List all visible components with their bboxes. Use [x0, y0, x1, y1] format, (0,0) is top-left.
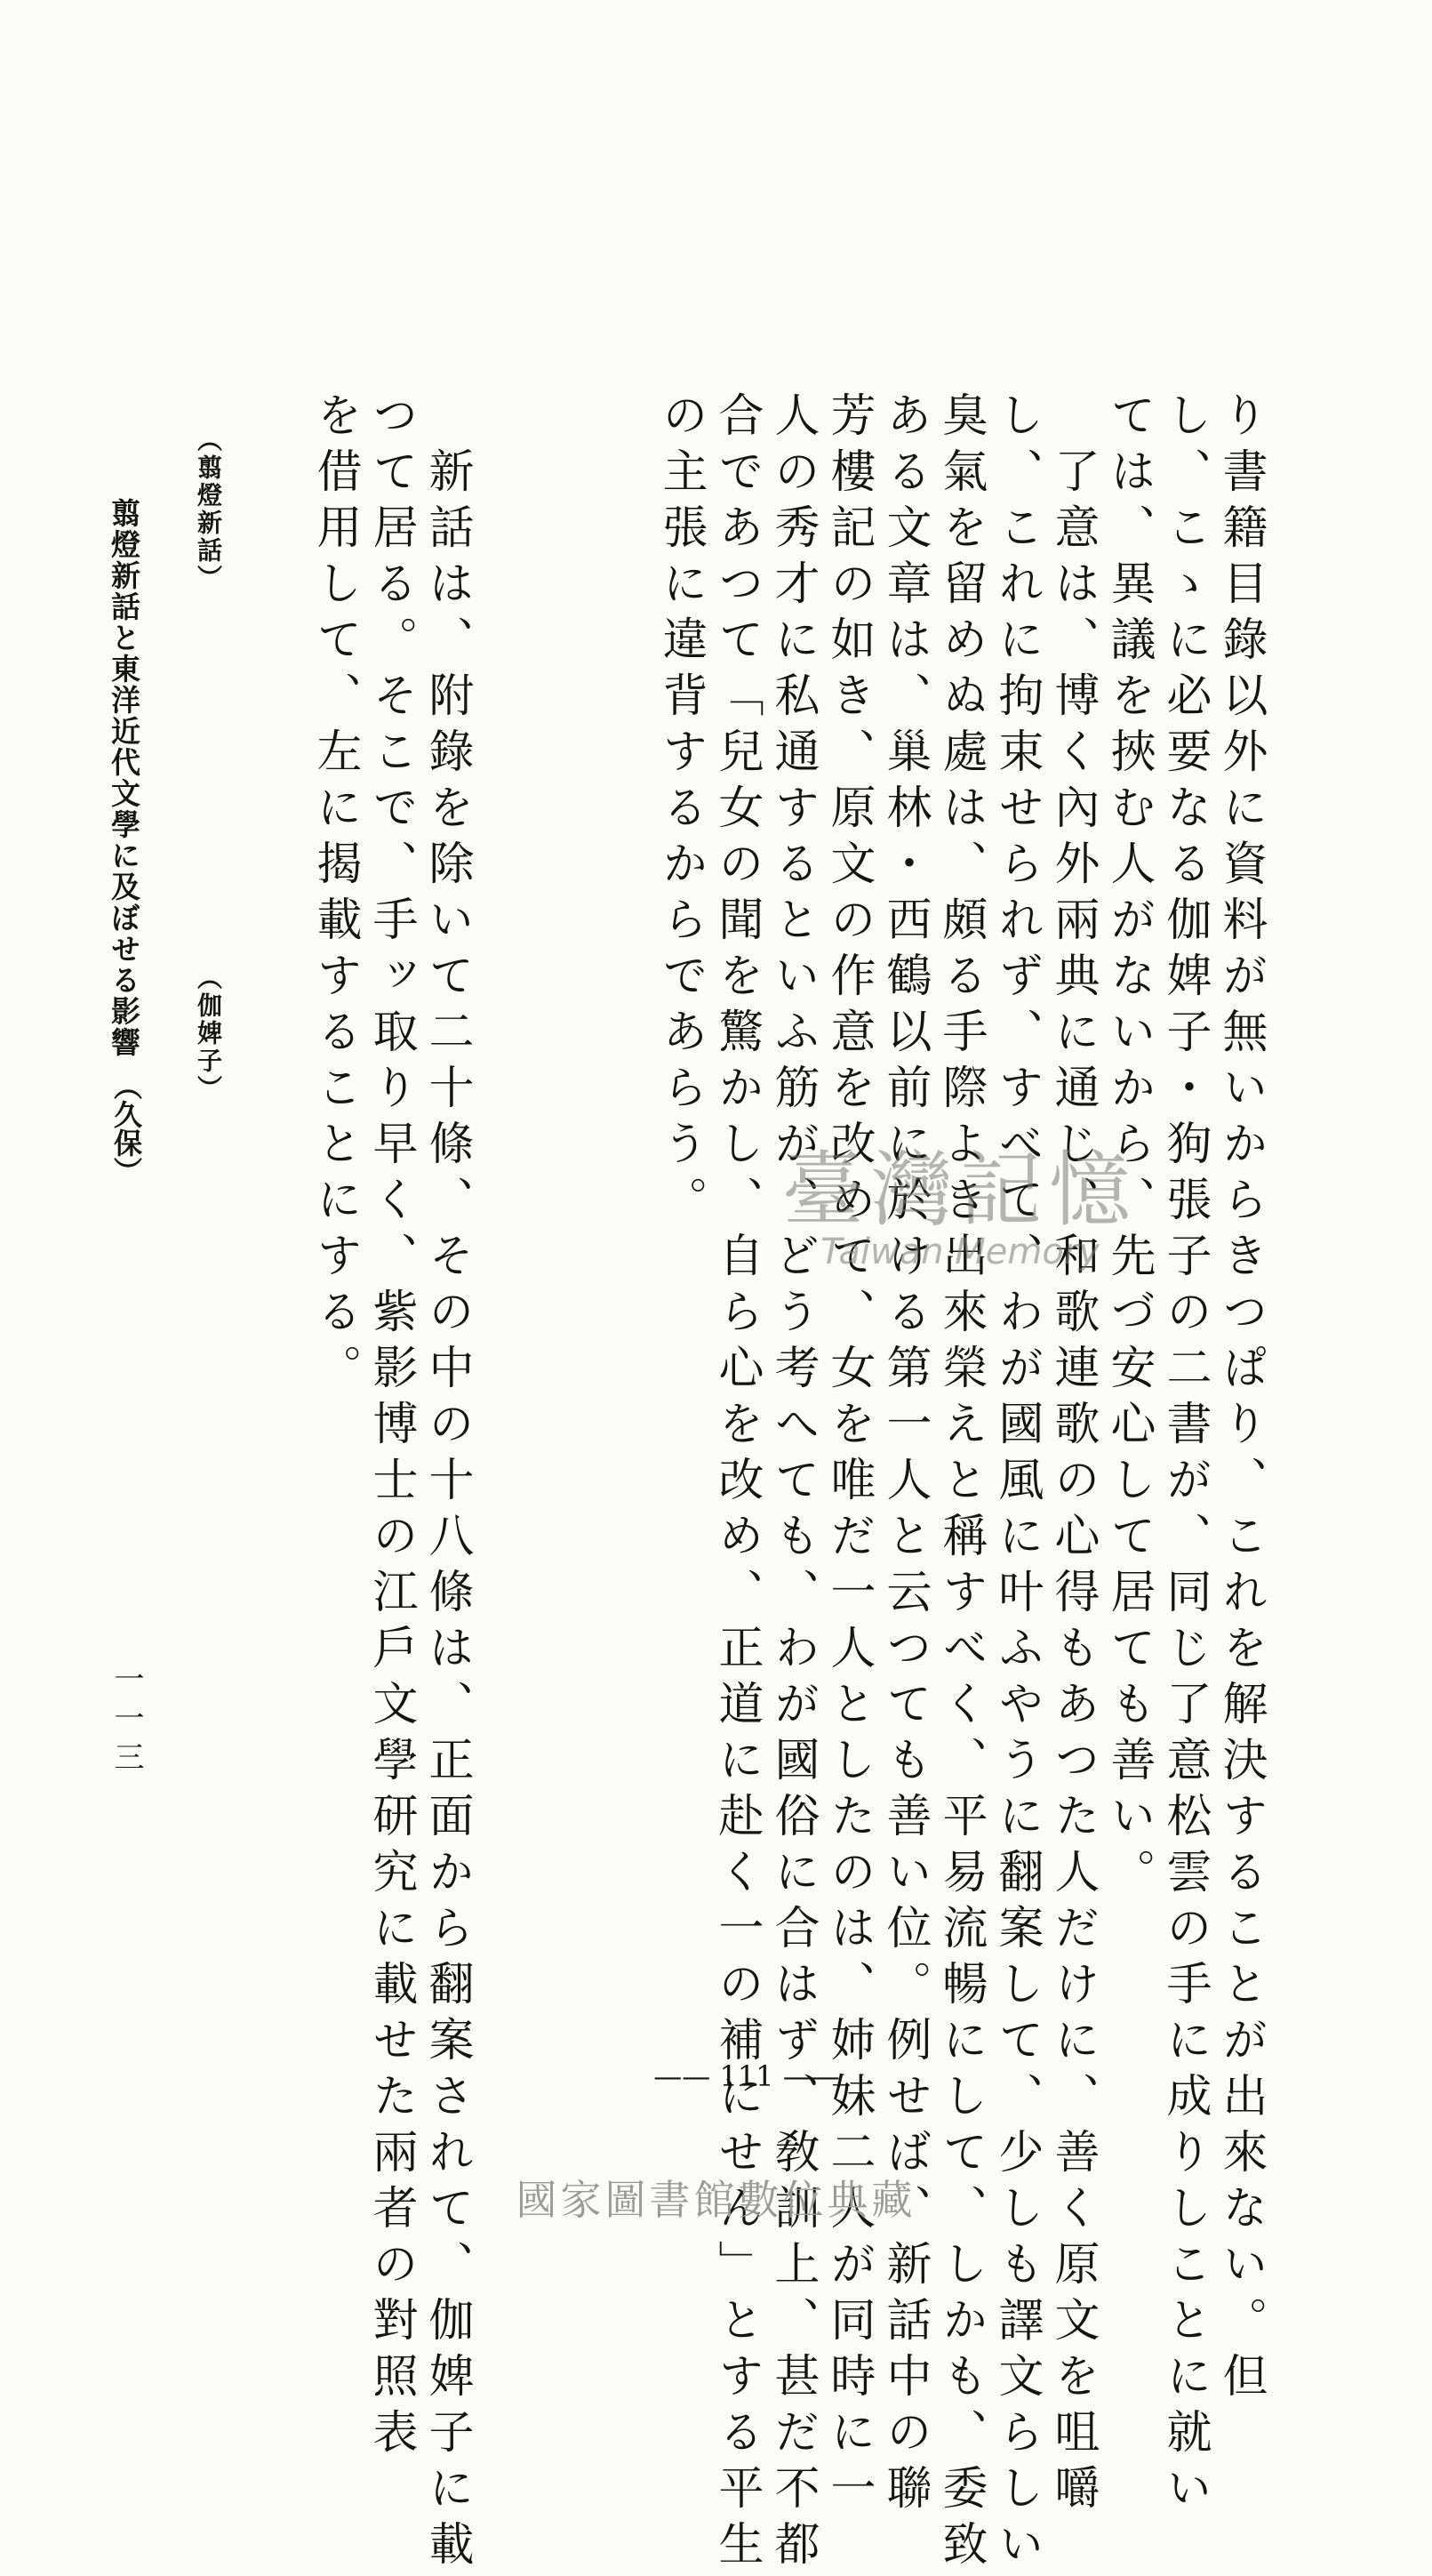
running-title: 翦燈新話と東洋近代文學に及ぼせる影響	[107, 498, 141, 1058]
body-line-12: 新話は、附錄を除いて二十條、その中の十八條は、正面から翻案されて、伽婢子に載	[420, 447, 473, 2576]
watermark	[711, 1125, 1209, 1272]
body-line-11: の主張に違背するからであらう。	[654, 391, 707, 1232]
body-line-4: 了意は、博く內外兩典に通じ、和歌連歌の心得もあつた人だけに、善く原文を咀嚼	[1046, 447, 1099, 2520]
body-line-5: し、これに拘束せられず、すべて、わが國風に叶ふやうに翻案して、少しも譯文らしい	[990, 391, 1043, 2576]
watermark-sub: Taiwan Memory	[820, 1232, 1100, 1272]
body-line-2: し、こゝに必要なる伽婢子・狗張子の二書が、同じ了意松雲の手に成りしことに就い	[1158, 391, 1211, 2520]
body-line-1: り書籍目錄以外に資料が無いからきつぱり、これを解決することが出來ない。但	[1214, 391, 1267, 2408]
body-line-13: つて居る。そこで、手ッ取り早く、紫影博士の江戶文學研究に載せた兩者の對照表	[364, 391, 417, 2464]
kanji-page-number: 一一三	[108, 1663, 144, 1780]
body-line-14: を借用して、左に揭載することにする。	[308, 391, 361, 1400]
body-line-7: ある文章は、巢林・西鶴以前に於ける第一人と云つても善い位。例せば、新話中の聯	[878, 391, 931, 2520]
body-line-3: ては、異議を挾む人がないから、先づ安心して居ても善い。	[1102, 391, 1155, 1904]
body-line-6: 臭氣を留めぬ處は、頗る手際よき出來榮えと稱すべく、平易流暢にして、しかも、委致	[934, 391, 987, 2576]
body-line-8: 芳樓記の如き、原文の作意を改めて、女を唯だ一人としたのは、姉妹二人が同時に一	[822, 391, 875, 2520]
page-number: —— 111 ——	[653, 2059, 840, 2093]
footer-credit: 國家圖書館數位典藏	[516, 2176, 916, 2224]
body-line-10: 合であつて「兒女の聞を驚かし、自ら心を改め、正道に赴く一の補にせん」とする平生	[710, 391, 763, 2576]
watermark-main: 臺灣記憶	[781, 1143, 1138, 1238]
section-label-right: （伽婢子）	[194, 965, 223, 1103]
body-line-9: 人の秀才に私通するといふ筋が、どう考へても、わが國俗に合はず、敎訓上、甚だ不都	[766, 391, 819, 2576]
section-label-left: （翦燈新話）	[194, 427, 223, 592]
running-author: （久保）	[109, 1071, 143, 1185]
